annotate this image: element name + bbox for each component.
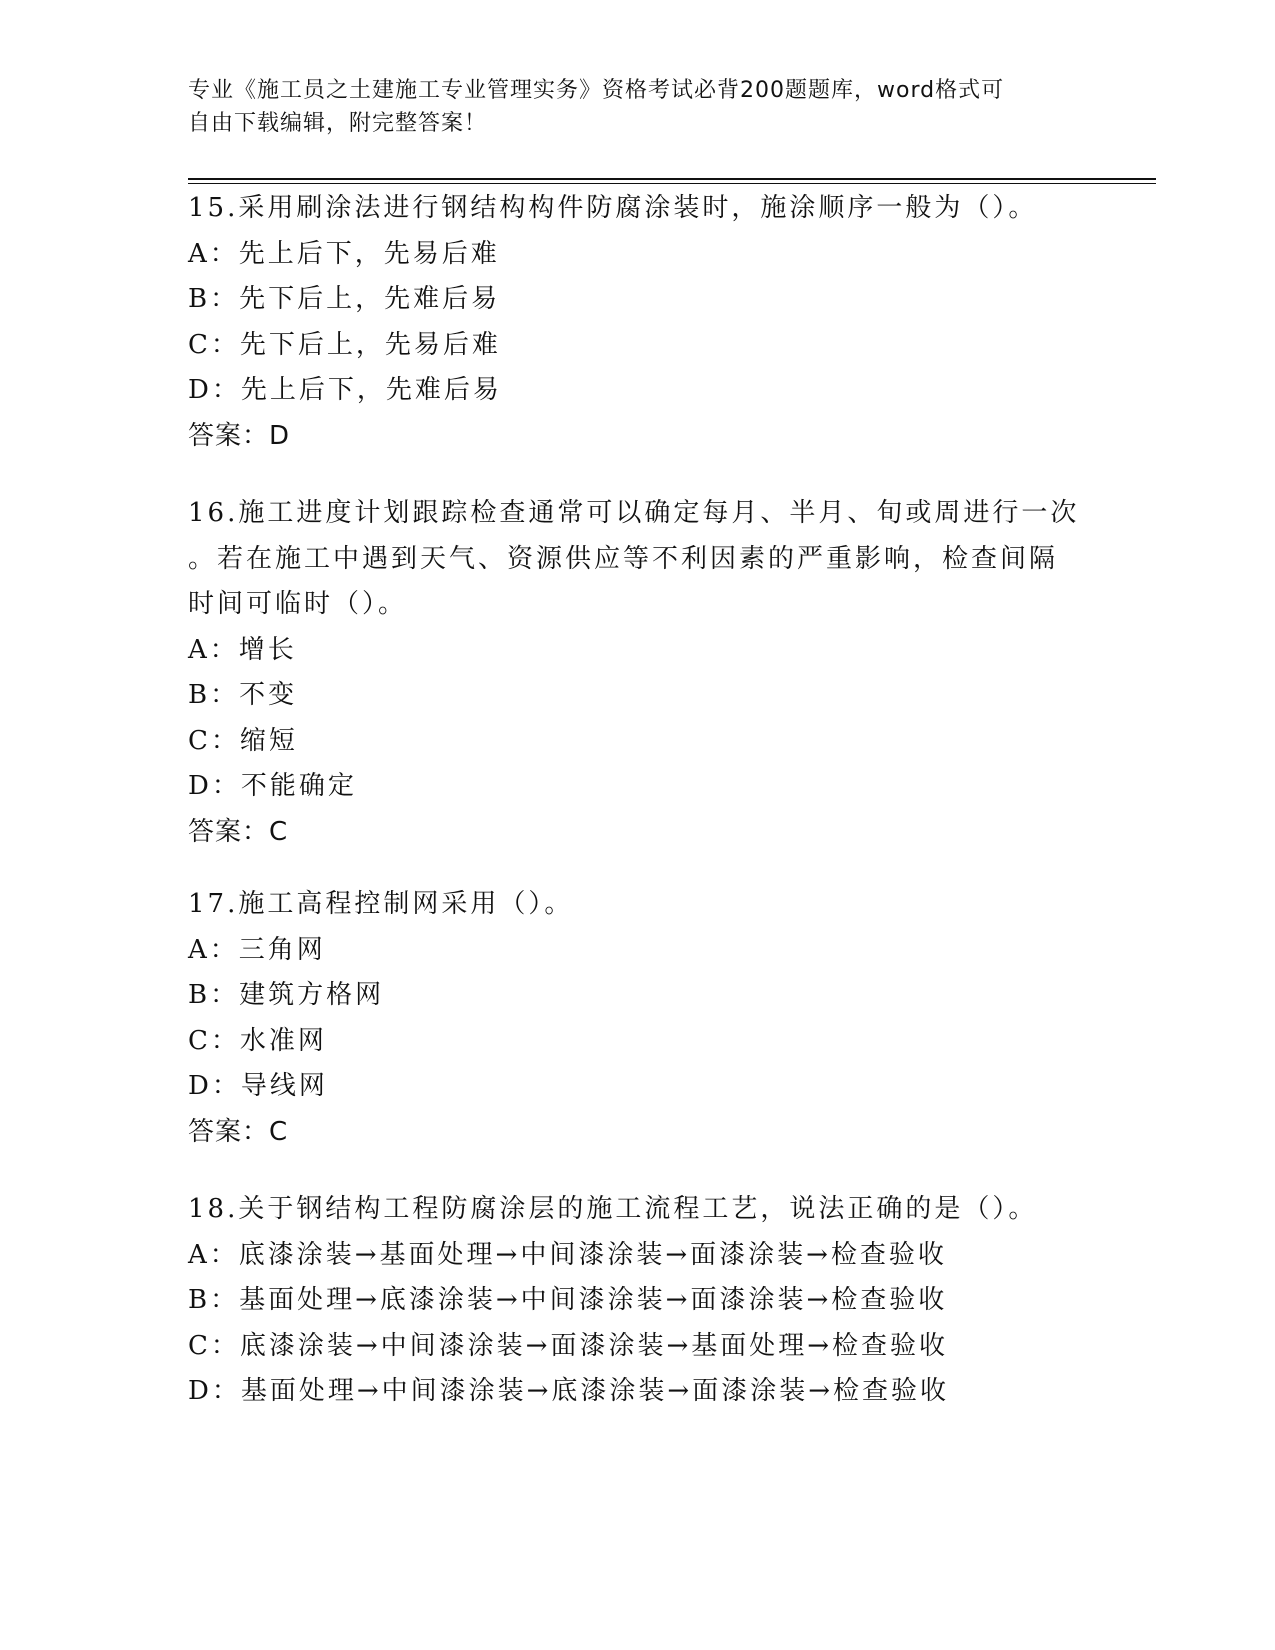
option-c: C：底漆涂装→中间漆涂装→面漆涂装→基面处理→检查验收 <box>188 1330 949 1361</box>
option-c: C：水准网 <box>188 1025 327 1056</box>
option-b: B：基面处理→底漆涂装→中间漆涂装→面漆涂装→检查验收 <box>188 1285 948 1315</box>
question-stem: 16.施工进度计划跟踪检查通常可以确定每月、半月、旬或周进行一次 <box>188 498 1080 528</box>
question-18 <box>188 1187 1088 1415</box>
header-divider-thick <box>188 178 1156 180</box>
header-line-1: 专业《施工员之土建施工专业管理实务》资格考试必背200题题库，word格式可 <box>188 78 1005 103</box>
answer-label: 答案：C <box>188 1116 289 1147</box>
option-a: A：三角网 <box>188 934 326 965</box>
document-header <box>188 74 1068 140</box>
option-b: B：不变 <box>188 680 298 710</box>
option-b: B：建筑方格网 <box>188 980 385 1010</box>
question-15 <box>188 186 1088 459</box>
option-d: D：先上后下，先难后易 <box>188 375 502 405</box>
option-c: C：缩短 <box>188 725 298 756</box>
question-stem: 18.关于钢结构工程防腐涂层的施工流程工艺，说法正确的是（）。 <box>188 1194 1038 1224</box>
question-16 <box>188 491 1088 855</box>
header-line-2: 自由下载编辑，附完整答案！ <box>188 111 488 136</box>
question-stem: 时间可临时（）。 <box>188 589 408 619</box>
header-divider-thin <box>188 183 1156 184</box>
question-17 <box>188 882 1088 1155</box>
answer-label: 答案：C <box>188 816 289 847</box>
option-c: C：先下后上，先易后难 <box>188 329 501 360</box>
question-stem: 。若在施工中遇到天气、资源供应等不利因素的严重影响，检查间隔 <box>188 543 1059 574</box>
option-d: D：基面处理→中间漆涂装→底漆涂装→面漆涂装→检查验收 <box>188 1376 949 1406</box>
question-stem: 17.施工高程控制网采用（）。 <box>188 889 574 919</box>
option-a: A：底漆涂装→基面处理→中间漆涂装→面漆涂装→检查验收 <box>188 1239 947 1270</box>
option-a: A：先上后下，先易后难 <box>188 238 500 269</box>
option-d: D：不能确定 <box>188 771 357 801</box>
answer-label: 答案：D <box>188 420 291 451</box>
question-stem: 15.采用刷涂法进行钢结构构件防腐涂装时，施涂顺序一般为（）。 <box>188 193 1038 223</box>
option-a: A：增长 <box>188 634 297 665</box>
option-b: B：先下后上，先难后易 <box>188 284 501 314</box>
option-d: D：导线网 <box>188 1071 328 1101</box>
